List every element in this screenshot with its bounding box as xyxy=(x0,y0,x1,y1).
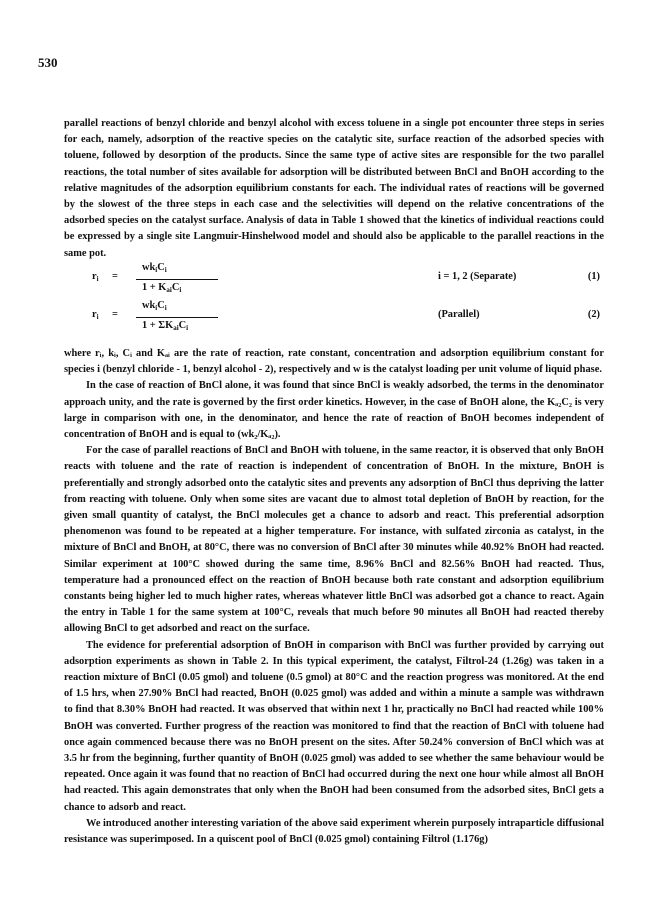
page-number: 530 xyxy=(38,55,58,70)
equation-2-numerator: $wk_iC_i$ xyxy=(142,300,167,312)
equation-1-denominator: $1 + K_{ai}C_i$ xyxy=(142,282,182,294)
paragraph-4-text: For the case of parallel reactions of BnCl and BnOH with toluene, in the same reactor, it is observed that only BnOH reacts with toluene and the rate of reaction is independent of concentration of BnOH. In the mixture, BnOH is preferentially and strongly adsorbed onto the catalytic sites and prevents any adsorption of BnCl thus depriving the latter from reacting with toluene. Only when some sites are vacant due to almost total depletion of BnOH by reaction, for the given small quantity of catalyst, the BnCl molecules get a chance to adsorb and react. This preferential adsorption phenomenon was found to be repeated at a higher temperature. For instance, with sulfated zirconia as catalyst, in the mixture of BnCl and BnOH, at 80°C, there was no conversion of BnCl after 30 minutes while 40.92% BnOH had reacted. Similar experiment at 100°C showed during the same time, 8.96% BnCl and 82.56% BnOH had reacted. Thus, temperature had a pronounced effect on the reaction of BnOH because both rate constant and adsorption equilibrium constants being higher led to much higher rates, whereas whatever little BnCl was adsorbed got a chance to react. Again the entry in Table 1 for the same system at 100°C, reveals that much before 90 minutes all BnOH had reacted thereby allowing BnCl to get adsorbed and react on the surface. xyxy=(64,445,604,635)
equation-1-numerator: $wk_iC_i$ xyxy=(142,262,167,274)
paragraph-intro xyxy=(64,116,604,262)
equation-1-lhs: $r_i$ xyxy=(92,271,99,283)
equation-1-equals: = xyxy=(112,271,118,282)
equation-2-lhs: $r_i$ xyxy=(92,309,99,321)
paragraph-1-text: parallel reactions of benzyl chloride and benzyl alcohol with excess toluene in a single pot encounter three steps in series for each, namely, adsorption of the reactive species on the catalytic site, surface reaction of the adsorbed species with toluene, followed by desorption of the products. Since the same type of active sites are responsible for the two parallel reactions, the total number of sites available for adsorption will be distributed between BnCl and BnOH according to the relative magnitudes of the adsorption equilibrium constants for each. The individual rates of reactions will be governed by the slowest of the three steps in each case and the selectivities will depend on the relative concentrations of the adsorbed species on the catalyst surface. Analysis of data in Table 1 showed that the kinetics of individual reactions could be expressed by a single site Langmuir-Hinshelwood model and should also be applicable to the parallel reactions in the same pot. xyxy=(64,118,604,259)
equation-1-condition: i = 1, 2 (Separate) xyxy=(438,271,517,282)
equation-2 xyxy=(92,300,600,334)
equation-2-fraction-bar xyxy=(136,317,218,318)
paragraph-5-text: The evidence for preferential adsorption of BnOH in comparison with BnCl was further provided by carrying out adsorption experiments as shown in Table 2. In this typical experiment, the catalyst, Filtrol-24 (1.26g) was taken in a reaction mixture of BnCl (0.05 gmol) and toluene (0.5 gmol) at 80°C and the reaction progress was monitored. At the end of 1.5 hrs, when 27.90% BnCl had reacted, BnOH (0.025 gmol) was added and within a minute a sample was withdrawn to find that 8.30% BnOH had reacted. It was observed that within next 1 hr, practically no BnCl had reacted while 100% BnOH was converted. Further progress of the reaction was monitored to find that the reaction of BnCl with toluene had once again commenced because there was no BnOH present on the sites. After 50.24% conversion of BnCl which was at 3.5 hr from the beginning, further quantity of BnOH (0.025 gmol) was added to see whether the same behaviour would be repeated. Once again it was found that no reaction of BnCl had occurred during the next one hour while almost all BnOH had reacted. This again demonstrates that only when the BnOH had been consumed from the adsorbed sites, BnCl gets a chance to adsorb and react. xyxy=(64,639,604,813)
paragraph-3-text: In the case of reaction of BnCl alone, it was found that since BnCl is weakly adsorbed, the terms in the denominator approach unity, and the rate is governed by the first order kinetics. However, in the case of BnOH alone, the Kₐ₂C₂ is very large in comparison with one, in the denominator, and hence the rate of reaction of BnOH becomes independent of concentration of BnOH and is equal to (wk₂/Kₐ₂). xyxy=(64,380,604,441)
paragraph-block xyxy=(64,346,604,848)
equation-2-equals: = xyxy=(112,309,118,320)
equation-2-denominator: $1 + \Sigma K_{ai}C_i$ xyxy=(142,320,189,332)
equation-1-number: (1) xyxy=(587,271,600,282)
equation-1 xyxy=(92,262,600,296)
equation-2-number: (2) xyxy=(587,309,600,320)
equation-2-condition: (Parallel) xyxy=(438,309,480,320)
paragraph-2-text: where rᵢ, kᵢ, Cᵢ and Kₐᵢ are the rate of reaction, rate constant, concentration and adsorption equilibrium constant for species i (benzyl chloride - 1, benzyl alcohol - 2), respectively and w is the catalyst loading per unit volume of liquid phase. xyxy=(64,348,604,376)
paragraph-6-text: We introduced another interesting variation of the above said experiment wherein purposely intraparticle diffusional resistance was superimposed. In a quiscent pool of BnCl (0.025 gmol) containing Filtrol (1.176g) xyxy=(64,817,604,846)
equation-1-fraction-bar xyxy=(136,279,218,280)
